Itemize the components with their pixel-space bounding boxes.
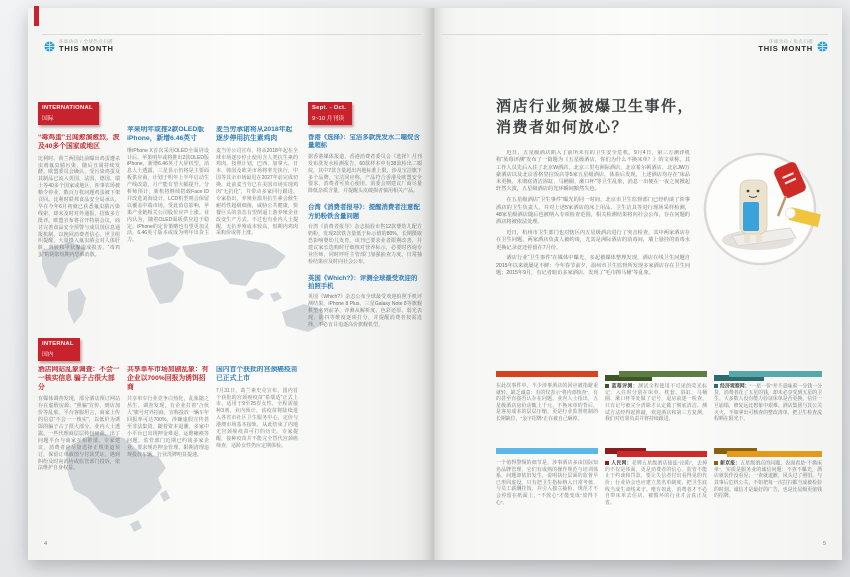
brand-name: THIS MONTH — [758, 44, 813, 54]
source-block — [605, 447, 707, 543]
source-block — [496, 370, 598, 436]
article-paragraph: 酒店行业“卫生事件”在媒体中曝光，多起被媒体整理发现，酒店在线卫生问题自2015年以来就屡见不鲜：今年春节前夕，温州市卫生监督所发现多家酒店存在卫生问题；2015年9月，有记者暗访多家酒店，发现了“毛巾擦马桶”等乱象。 — [496, 255, 690, 276]
source-label: 经济观察网： — [720, 384, 750, 390]
page-number: 4 — [44, 541, 48, 547]
section-label-cn: 国际 — [42, 115, 54, 122]
source-body — [605, 384, 707, 424]
globe-icon — [817, 41, 828, 52]
source-label: 蓝莓评测： — [611, 384, 639, 390]
article-title: 苹果明年或推2款OLED版iPhone，新增6.46英寸 — [127, 126, 205, 142]
headline-line-1: 酒店行业频被爆卫生事件， — [496, 98, 695, 115]
digest-item-title: 英国《Which?》：评测全球最受欢迎的拍照手机 — [308, 274, 418, 290]
header-rule — [442, 34, 828, 35]
source-label: 新京报： — [720, 461, 741, 467]
article-body: 7月31日，葛兰素史克宣布，国内首个获批的宫颈癌疫苗“希瑞适”正式上市，适用于9至25岁女性，全程需接种3剂。业内预计，该疫苗将陆续进入各省市社区卫生服务中心，定价与港澳市场基本接轨，从此结束了内地无宫颈癌疫苗可打的历史。专家提醒，接种疫苗并不能完全替代宫颈癌筛查，适龄女性仍应定期体检。 — [216, 387, 298, 449]
source-text: “一星一价”并不意味着一分钱一分货，消费者花了五星的钱，却未必享受到五星的卫生。大多数人没有能力验证床单是否更换，信任一旦崩塌，修复远比想象中艰难。酒店集团与其公关灭火，不如拿出可核查的整改清单，把卫生检查流程晒在阳光下。 — [714, 384, 822, 423]
source-text: 测试全程使用不可见的荧光标记，入住时分别在床单、枕套、浴缸、马桶圈、漱口杯等处做了记号，退房前逐一检查，只有记号被完全清除才认定做了彻底清洁。测试方法经得起推敲，欢迎酒店和第三方复测，我们对结果负责并将持续跟进。 — [605, 384, 707, 423]
source-bar — [496, 447, 598, 458]
article-body: 比利时、荷兰两国此前曝出鸡蛋遭杀虫剂氟虫腈污染，随后丑闻持续发酵。欧盟委员会确认，受污染鸡蛋及其制品已流入英国、法国、德国、瑞士等40多个国家或地区，涉事农场被勒令停业，数百万枚问题鸡蛋被下架召回。比利时联邦食品安全局承认，早在今年6月初就已获悉氟虫腈污染线索，却未及时对外通报，招致多方批评。欧盟宣布将召开特别会议，商讨完善食品安全预警与成员国信息通报机制，以挽回消费者信心。世卫组织提醒，大量摄入氟虫腈会对人体肝脏、肾脏和甲状腺造成损害，“毒鸡蛋”的阴影短期内恐难消散。 — [38, 155, 120, 259]
square-bullet-icon — [714, 461, 718, 465]
digest-label-cn: 9~10 月刊读 — [312, 115, 345, 122]
section-label-digest — [308, 102, 352, 125]
source-body — [714, 384, 822, 424]
article-paragraph: 在五星级酒店“卫生事件”曝光的同一时间，北京市卫生监督部门已经约谈了涉事酒店的卫生负责人，并对上述5家酒店的床上用品、卫生洁具等进行现场采样检测，48家星级酒店随后也被纳入专项检查范围，相关检测结果将向社会公布，存在问题的酒店将被依法处理。 — [496, 197, 690, 226]
source-body — [605, 461, 707, 507]
source-block — [714, 447, 822, 543]
article-column-domestic-1 — [38, 366, 120, 542]
headline-line-2: 消费者如何放心？ — [496, 119, 629, 136]
article-column-intl-3 — [216, 126, 298, 334]
source-block — [714, 370, 822, 436]
source-body: 一个值得警惕的细节是，涉事酒店多由国际知名品牌管理，它们有成熟的操作规范与培训体系，问题却依旧发生，说明执行层面的监督早已形同虚设。只有把卫生指标纳入日常考核、与员工薪酬挂钩，并引入独立抽检，规范才不会停留在纸面上，“不放心”才能变成“放得下心”。 — [496, 461, 598, 506]
source-text: 五星级酒店的问题，表面看是“不换床单”，实质是服务业的诚信问题：不查不曝光，酒店就装作没看见；一查就道歉，风头过了照旧。与其事后危机公关，不如把每一次打扫都当成被检验的时刻。诚信才是最好的广告，也是比星级更值钱的招牌。 — [714, 461, 822, 500]
digest-item-title: 台湾《消费者报导》：提醒消费者注意配方奶粉铁含量问题 — [308, 204, 420, 220]
source-bar — [496, 370, 598, 381]
hotel-hygiene-illustration — [698, 150, 822, 268]
source-blocks — [496, 370, 822, 543]
section-label-en: INTERNAL — [42, 341, 74, 347]
article-paragraph: 近日，杭州市卫生部门也对辖区内五星级酒店进行了突击检查，其中两家酒店存在卫生问题，两家酒店负责人被约谈，尤其是洲际酒店的消毒间，墙上悬挂的消毒水更换记录竟还停留在7月份。 — [496, 229, 690, 251]
left-page — [28, 8, 432, 560]
digest-label-en: Sept. - Oct. — [312, 105, 347, 111]
digest-item-body: 英国《Which?》杂志公布全球最受欢迎拍照手机评测结果，iPhone 8 Plus、三星Galaxy Note 8等旗舰机型名列前茅。评测从解析度、色彩还原、弱光表现、防抖等维度逐项打分，并提醒消费者按需选择，不必盲目追逐高价旗舰机型。 — [308, 294, 422, 328]
source-body: 在此次事件中，不少涉事酒店的回应被指避重就轻、缺乏诚意：有的仅表示“将内部核查”，有的甚至直接否认存在问题。业内人士指出，五星级酒店房价动辄上千元，不换床单的背后，是客房成本的层层压缩，更是行业监督机制的长期缺位，“金字招牌”正在被自己砸掉。 — [496, 384, 598, 422]
article-title: 国内首个获批的宫颈癌疫苗已正式上市 — [216, 366, 298, 382]
brand-logo — [44, 39, 114, 53]
article-column-domestic-2 — [127, 366, 209, 542]
section-label-international — [38, 102, 99, 125]
article-title: 共享单车市场加剧乱象：有企业以700%回报为诱饵招商 — [127, 366, 209, 391]
magazine-spread — [28, 8, 842, 560]
digest-column — [308, 134, 422, 542]
source-label: 人民网： — [611, 461, 632, 467]
source-body — [714, 461, 822, 501]
source-block — [496, 447, 598, 543]
globe-icon — [44, 41, 55, 52]
digest-item-body: 台湾《消费者报导》杂志抽验市售12款婴幼儿配方奶粉，发现2款铁含量低于标示值的80%，长期摄取恐影响婴幼儿发育。该刊已要求业者限期改善，并建议家长选购时仔细核对营养标示，必要时咨询专业医师，同时呼吁主管部门加强抽查力度，日常抽检结果应及时向社会公布。 — [308, 224, 422, 265]
article-title: “毒鸡蛋”丑闻愈演愈烈，波及40多个国家或地区 — [38, 134, 120, 150]
square-bullet-icon — [605, 384, 609, 388]
article-column-intl-1 — [38, 134, 120, 334]
feature-article — [496, 150, 822, 368]
header-tagline: 环球动向 / 焦点扫描 — [768, 39, 813, 44]
digest-item-title: 香港《选择》：宝洁多款洗发水二噁烷含量超标 — [308, 134, 420, 150]
source-block — [605, 370, 707, 436]
article-column-intl-2 — [127, 126, 209, 334]
brand-logo — [758, 39, 828, 53]
source-bar — [714, 370, 822, 381]
digest-item-body: 据香港媒体报道，香港消费者委员会《选择》月刊发布洗发水检测报告，60款样本中有38款检出二噁烷，其中7款含量超出内地标准上限，涉及宝洁旗下多个品牌。宝洁回应称，产品符合香港及欧盟安全要求，消费者可放心使用。消委会则建议厂商尽量降低杂质含量，并提醒头皮破损者慎用相关产品。 — [308, 153, 422, 195]
section-label-cn: 国内 — [42, 351, 54, 358]
article-body: 麦当劳公司宣布，将从2018年起在全球市场逐步停止使用含人类抗生素的鸡肉。按照计划，巴西、加拿大、日本、韩国及欧美市场将率先执行，中国等其余市场最迟在2027年前完成切换。此前麦当劳已在美国市场实现鸡肉“无抗化”，并带动多家同行跟进。专家指出，养殖业滥用抗生素会催生耐药性超级细菌，威胁公共健康，快餐巨头的表态有望倒逼上游养殖企业改变生产方式。不过也有业内人士提醒，无抗养殖成本较高，短期内鸡肉采购价或将上涨。 — [216, 147, 298, 237]
source-bar — [714, 447, 822, 458]
article-title: 酒店网站乱象调查：不会一一核实信息 骗子占很大部分 — [38, 366, 120, 391]
article-body: 继iPhone X首次采用OLED全面屏设计后，苹果明年或将推出2款OLED版iPhone，新增6.46英寸大屏机型。消息人士透露，三星显示仍将是主要面板供应商，计划于明年上半年启动生产线改造，月产能有望大幅提升。分析师预计，新机将继续搭载Face ID并改进刘海设计，LCD机型则会保留以覆盖中端市场。受此消息影响，苹果产业链相关公司股价应声上涨。业内认为，随着OLED面板供应趋于稳定，iPhone的定价策略也有望更加灵活，6.46英寸版本或成为明年出货主力。 — [127, 147, 209, 244]
source-text: 老牌五星级酒店接连“沦陷”，丢掉的不仅是体面，更是消费者的信心。监管不能止于约谈和罚款，要让失信者付出看得见的代价；行业协会也应建立黑名单制度，把卫生底线当成生命线来守。唯有如此，消费者才不必自带床单去住店，被惯坏的行业才会真正反省。 — [605, 461, 707, 506]
page-edge-tab — [34, 6, 39, 26]
square-bullet-icon — [605, 461, 609, 465]
header-tagline: 环球动向 / 全球热点扫描 — [59, 39, 113, 44]
article-title: 麦当劳承诺将从2018年起逐步停用抗生素鸡肉 — [216, 126, 293, 142]
square-bullet-icon — [714, 384, 718, 388]
article-body: 共享单车行业竞争白热化，乱象随之丛生。调查发现，有企业打着“合伙人”旗号对外招商，宣称投放一辆车年回报率可达700%，涉嫌虚假宣传甚至非法集资。随着资本退潮，多家中小平台已出现押金难退、运维瘫痪等问题。监管部门近期已约谈多家企业，要求规范押金管理、限期清理违规投放车辆，行业洗牌明显提速。 — [127, 396, 209, 458]
article-body: 有媒体调查发现，部分酒店预订网站存在虚假房源、“照骗”宣传、到店加价等乱象。平台客服坦言，商家上传的信息“不会一一核实”，以低价为诱饵的骗子占了很大部分。业内人士透露，一些代理商层层转包房源，出了问题平台与商家互相推诿。专家建议，消费者应尽量选择正规渠道预订，保留订单截图与付款凭证，遇到纠纷及时向消协或监管部门投诉，依法维护自身权益。 — [38, 396, 120, 472]
brand-name: THIS MONTH — [59, 44, 114, 54]
article-column-domestic-3 — [216, 366, 298, 542]
right-page — [432, 8, 842, 560]
header-rule — [42, 34, 422, 35]
source-bar — [605, 447, 707, 458]
page-number: 5 — [822, 541, 826, 547]
article-paragraph: 近日，五星级酒店陷入了前所未有的卫生安全危机。9月4日，第三方测评机构“蓝莓评测”发布了一篇题为《五星级酒店，你们为什么不换床单？》的文章称，其工作人员先后入住了北京W酒店、北京三里屯洲际酒店、北京希尔顿酒店、北京JW万豪酒店以及北京香格里拉饭店等5家五星级酒店，体验后发现，上述酒店均存在“床品未更换、未彻底清洁浴缸、马桶圈、漱口杯”等卫生乱象，消息一出便在一夜之间掀起轩然大波，五星级酒店的光环瞬间黯然失色。 — [496, 150, 690, 193]
source-bar — [605, 370, 707, 381]
feature-headline — [496, 96, 694, 138]
section-label-en: INTERNATIONAL — [42, 105, 93, 111]
section-label-internal — [38, 338, 80, 361]
